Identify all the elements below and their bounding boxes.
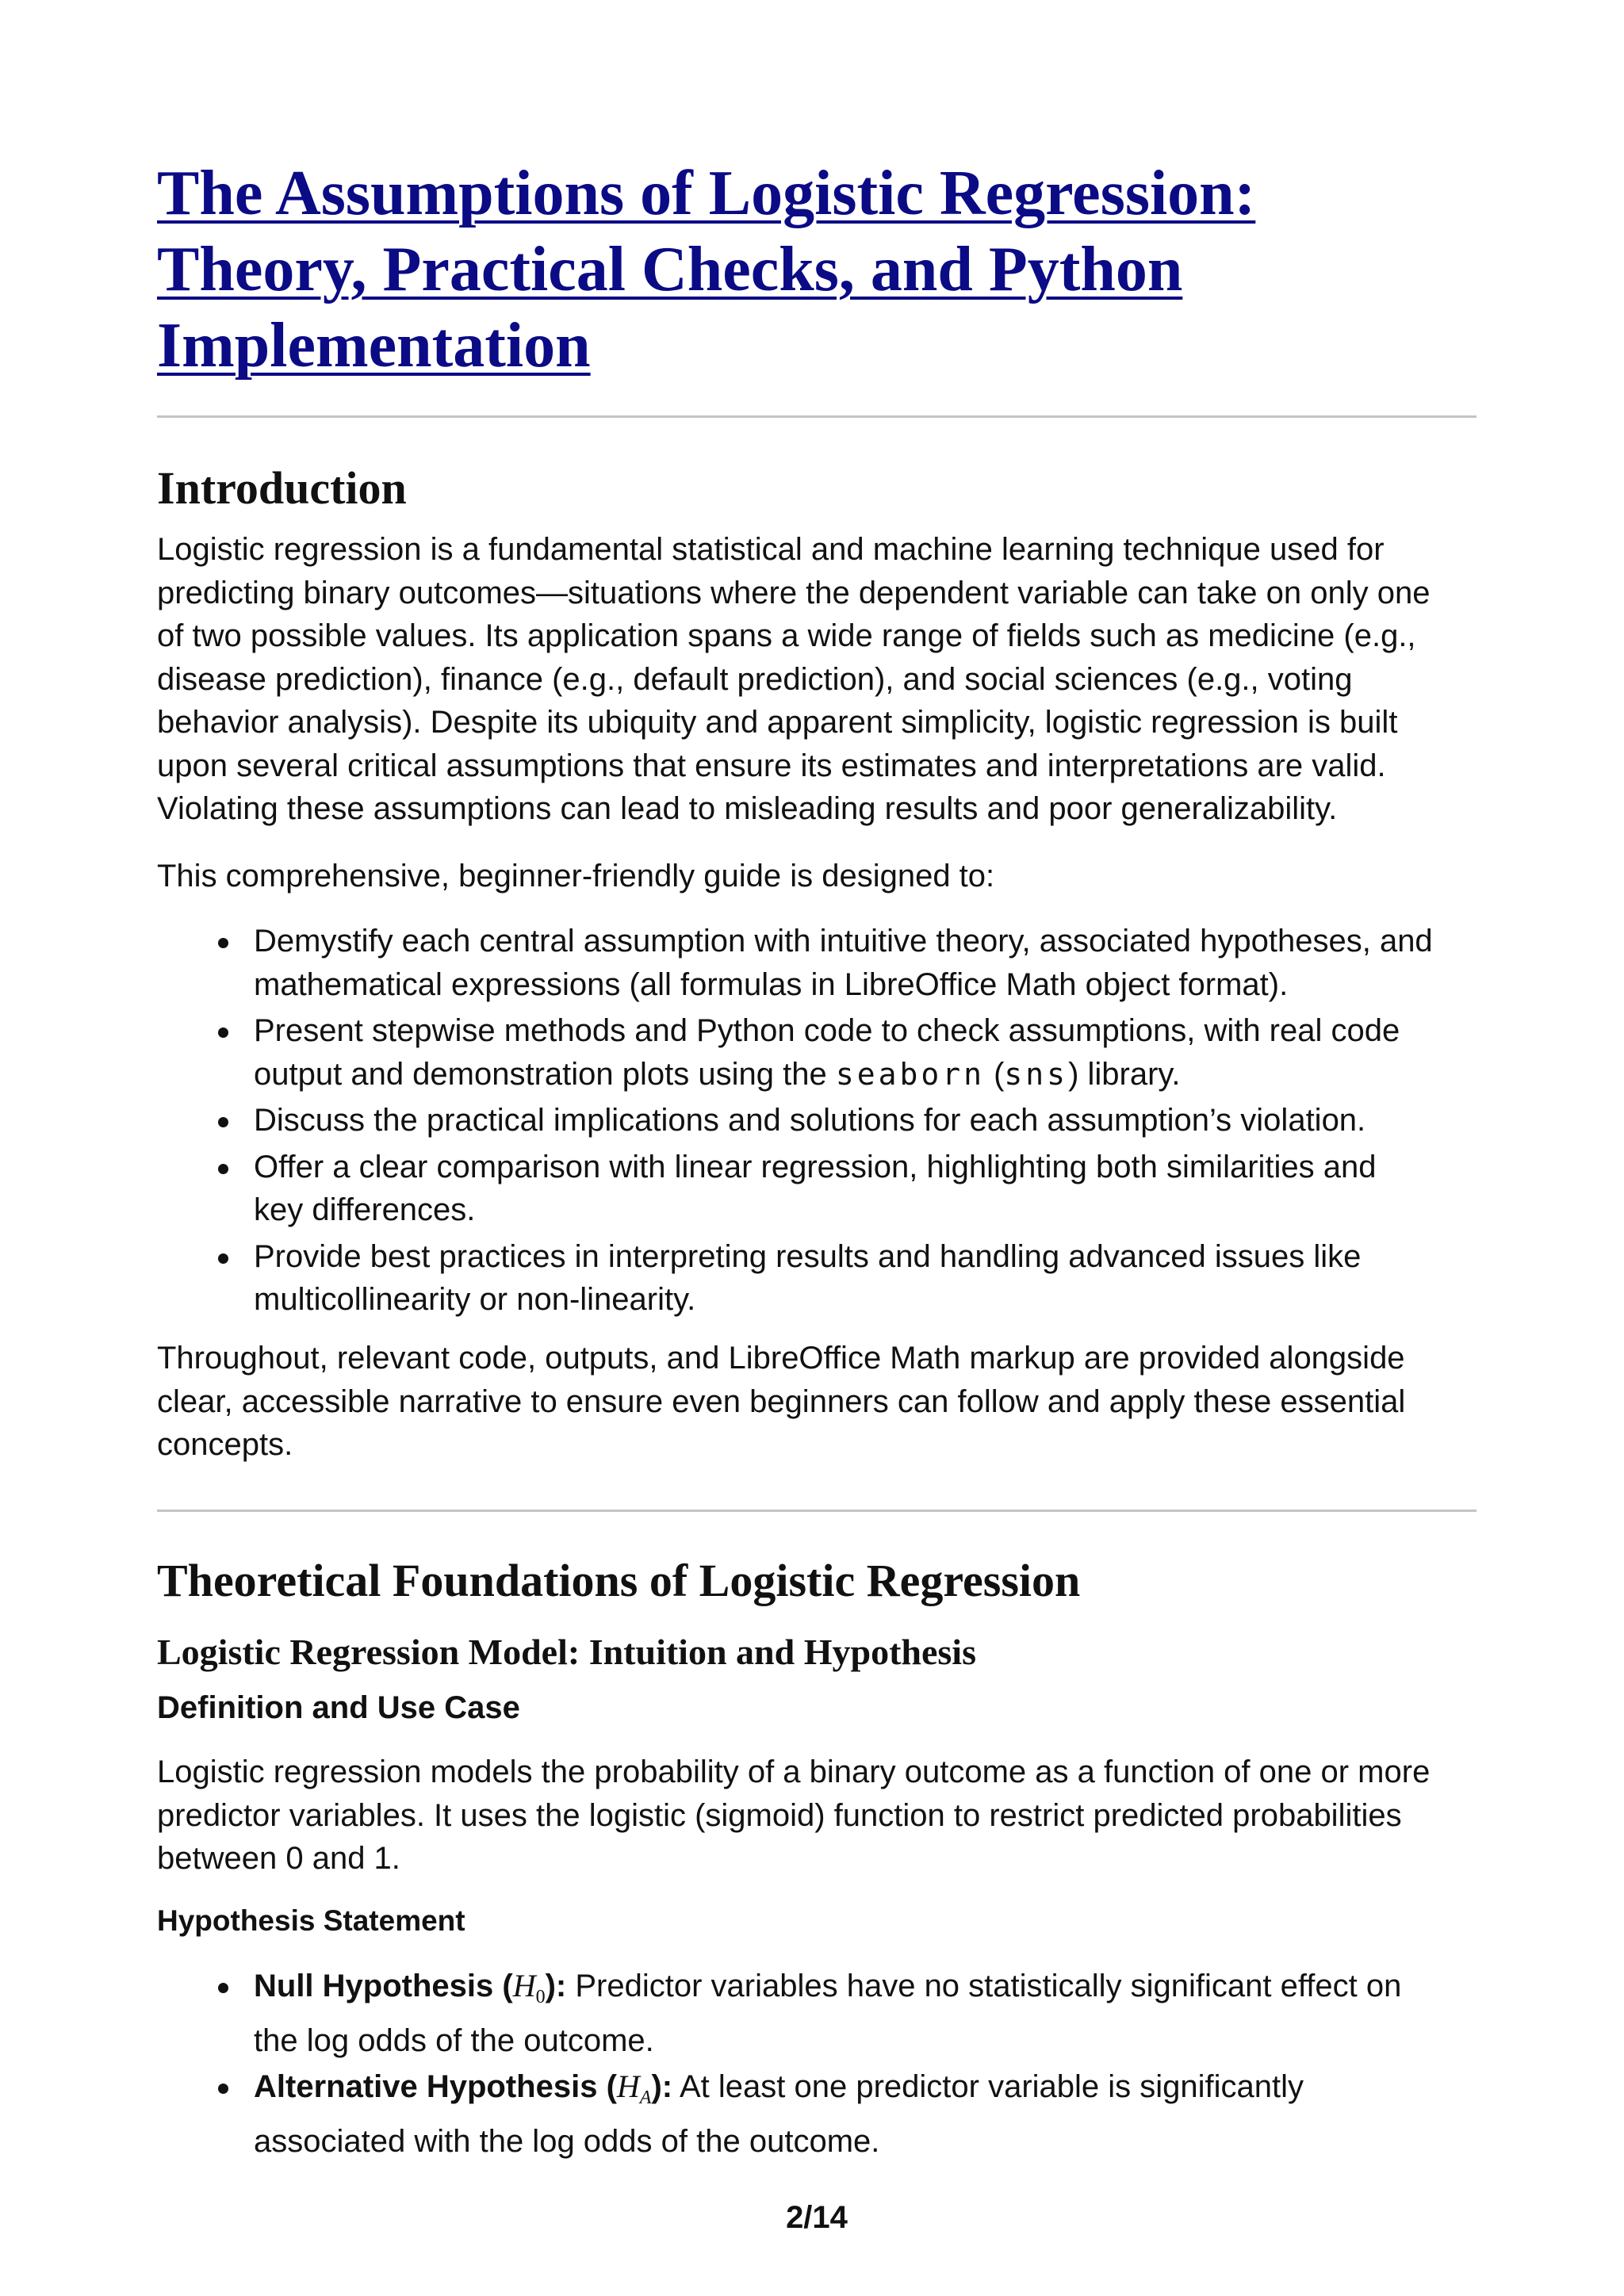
section-divider <box>157 1510 1477 1512</box>
list-item: Discuss the practical implications and solutions for each assumption’s violation. <box>157 1099 1477 1142</box>
guide-goals-list <box>157 920 1477 1325</box>
list-item: Provide best practices in interpreting results and handling advanced issues like multicollinearity or non-linearity. <box>157 1235 1477 1322</box>
page-number: 2/14 <box>786 2200 848 2235</box>
list-item: Present stepwise methods and Python code to check assumptions, with real code output and demonstration plots using the seaborn (sns) library. <box>157 1009 1477 1096</box>
title-line[interactable]: Implementation <box>157 311 591 381</box>
theory-heading: Theoretical Foundations of Logistic Regression <box>157 1555 1081 1606</box>
list-item: Offer a clear comparison with linear regression, highlighting both similarities and key differences. <box>157 1146 1477 1232</box>
intro-paragraph: Logistic regression is a fundamental statistical and machine learning technique used for predicting binary outcomes—situations where the dependent variable can take on only one of two possible values. Its application spans a wide range of fields such as medicine (e.g., disease prediction), finance (e.g., default prediction), and social sciences (e.g., voting behavior analysis). Despite its ubiquity and apparent simplicity, logistic regression is built upon several critical assumptions that ensure its estimates and interpretations are valid. Violating these assumptions can lead to misleading results and poor generalizability. <box>157 532 1431 826</box>
section-divider <box>157 415 1477 418</box>
inline-code-seaborn: seaborn <box>835 1056 985 1092</box>
title-line[interactable]: Theory, Practical Checks, and Python <box>157 235 1183 304</box>
alternative-hypothesis-item: Alternative Hypothesis $(H_A)$: At least one predictor variable is significantly associated with the log odds of the outcome. <box>157 2065 1477 2163</box>
null-hypothesis-item: Null Hypothesis $(H_0)$: Predictor variables have no statistically significant effect on the log odds of the outcome. <box>157 1965 1477 2062</box>
introduction-heading: Introduction <box>157 462 407 514</box>
document-title[interactable] <box>157 155 1477 384</box>
inline-code-sns: sns <box>1004 1056 1069 1092</box>
guide-intro-paragraph: This comprehensive, beginner-friendly guide is designed to: <box>157 859 995 894</box>
null-hypothesis-symbol: $H_0$ <box>512 1968 546 2007</box>
summary-paragraph: Throughout, relevant code, outputs, and LibreOffice Math markup are provided alongside clear, accessible narrative to ensure even beginners can follow and apply these essential concepts. <box>157 1341 1406 1462</box>
definition-paragraph: Logistic regression models the probability of a binary outcome as a function of one or more predictor variables. It uses the logistic (sigmoid) function to restrict predicted probabilities between 0 and 1. <box>157 1755 1431 1876</box>
model-subheading: Logistic Regression Model: Intuition and Hypothesis <box>157 1632 976 1672</box>
title-line[interactable]: The Assumptions of Logistic Regression: <box>157 159 1256 228</box>
alternative-hypothesis-symbol: $H_A$ <box>616 2068 652 2108</box>
hypothesis-list <box>157 1965 1477 2166</box>
hypothesis-heading: Hypothesis Statement <box>157 1904 465 1937</box>
definition-heading: Definition and Use Case <box>157 1690 520 1725</box>
list-item: Demystify each central assumption with intuitive theory, associated hypotheses, and mathematical expressions (all formulas in LibreOffice Math object format). <box>157 920 1477 1006</box>
